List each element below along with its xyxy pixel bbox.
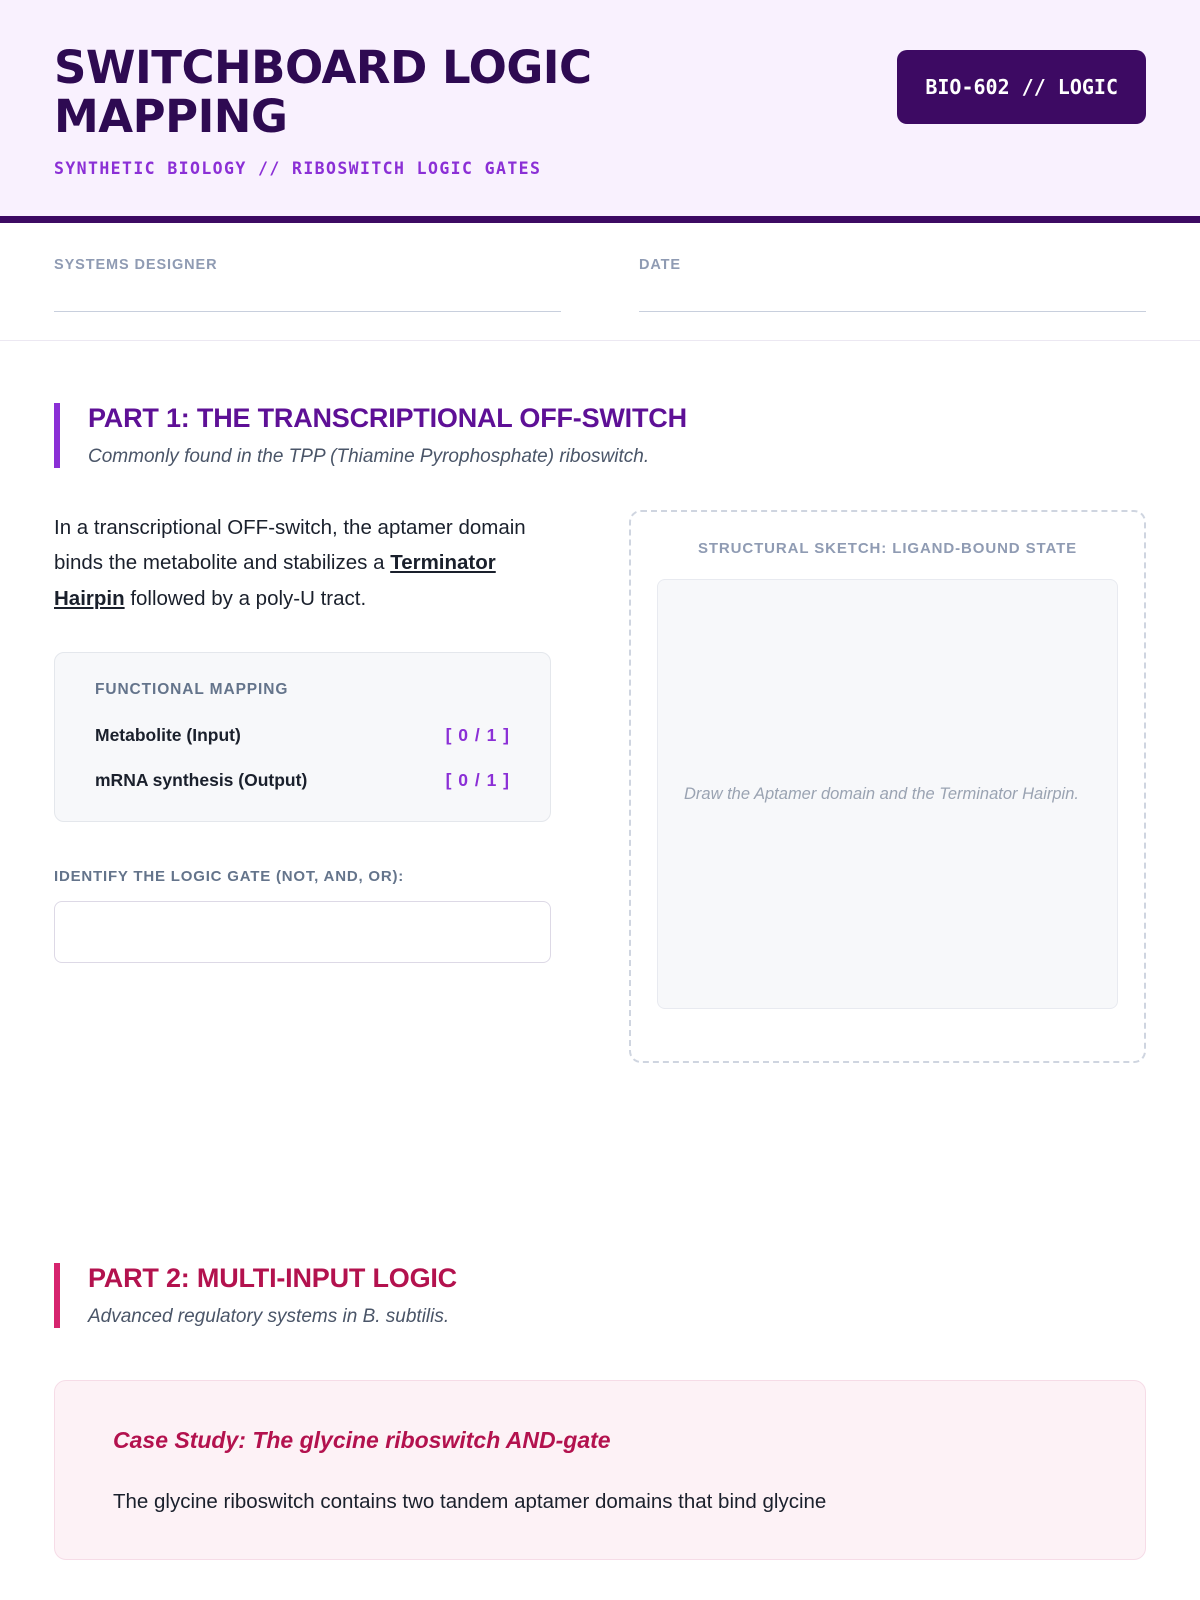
terminator-hairpin-term: Terminator Hairpin (54, 551, 496, 610)
case-study-text: The glycine riboswitch contains two tandem aptamer domains that bind glycine (113, 1490, 827, 1514)
functional-mapping-box (54, 652, 551, 822)
part-1-heading-block (54, 403, 1146, 468)
logic-gate-input[interactable] (54, 901, 551, 963)
structural-sketch-title: STRUCTURAL SKETCH: LIGAND-BOUND STATE (697, 540, 1078, 558)
logic-gate-label: IDENTIFY THE LOGIC GATE (NOT, AND, OR): (54, 867, 405, 885)
structural-sketch-drawing-area[interactable] (657, 579, 1118, 1009)
part-2-description: Advanced regulatory systems in B. subtilis. (88, 1306, 450, 1328)
document-header (0, 0, 1200, 223)
structural-sketch-panel (629, 510, 1146, 1063)
course-badge: BIO-602 // LOGIC (897, 50, 1146, 124)
part-2-title: PART 2: MULTI-INPUT LOGIC (88, 1263, 457, 1294)
designer-write-line[interactable] (54, 311, 561, 312)
part-1-right-column (629, 510, 1146, 1063)
part-1-left-column (54, 510, 551, 1063)
structural-sketch-hint: Draw the Aptamer domain and the Terminator Hairpin. (684, 784, 1079, 803)
page-subtitle: SYNTHETIC BIOLOGY // RIBOSWITCH LOGIC GATES (54, 159, 542, 179)
functional-mapping-title: FUNCTIONAL MAPPING (95, 680, 289, 698)
part-2-heading-block (54, 1263, 1146, 1328)
mapping-row (95, 725, 510, 746)
intro-text-after: followed by a poly-U tract. (124, 586, 367, 610)
part-2-section (0, 1263, 1200, 1560)
mapping-key: mRNA synthesis (Output) (95, 769, 308, 790)
part-1-description: Commonly found in the TPP (Thiamine Pyrophosphate) riboswitch. (88, 446, 650, 468)
page-title: SWITCHBOARD LOGIC MAPPING (54, 41, 592, 143)
part-1-section (0, 403, 1200, 1063)
date-label: DATE (639, 257, 681, 274)
mapping-value[interactable]: [ 0 / 1 ] (445, 724, 510, 745)
intro-text-before: In a transcriptional OFF-switch, the aptamer domain binds the metabolite and stabilizes a (54, 516, 526, 575)
date-field (639, 257, 1146, 312)
mapping-value[interactable]: [ 0 / 1 ] (445, 769, 510, 790)
part-1-intro-paragraph (54, 510, 551, 616)
designer-label: SYSTEMS DESIGNER (54, 257, 218, 274)
mapping-key: Metabolite (Input) (95, 724, 241, 745)
part-1-title: PART 1: THE TRANSCRIPTIONAL OFF-SWITCH (88, 403, 687, 434)
case-study-card (54, 1380, 1146, 1560)
part-1-body (54, 510, 1146, 1063)
case-study-title: Case Study: The glycine riboswitch AND-gate (113, 1427, 611, 1454)
meta-row (0, 223, 1200, 341)
header-text-group (54, 41, 834, 179)
date-write-line[interactable] (639, 311, 1146, 312)
designer-field (54, 257, 561, 312)
mapping-row (95, 770, 510, 791)
